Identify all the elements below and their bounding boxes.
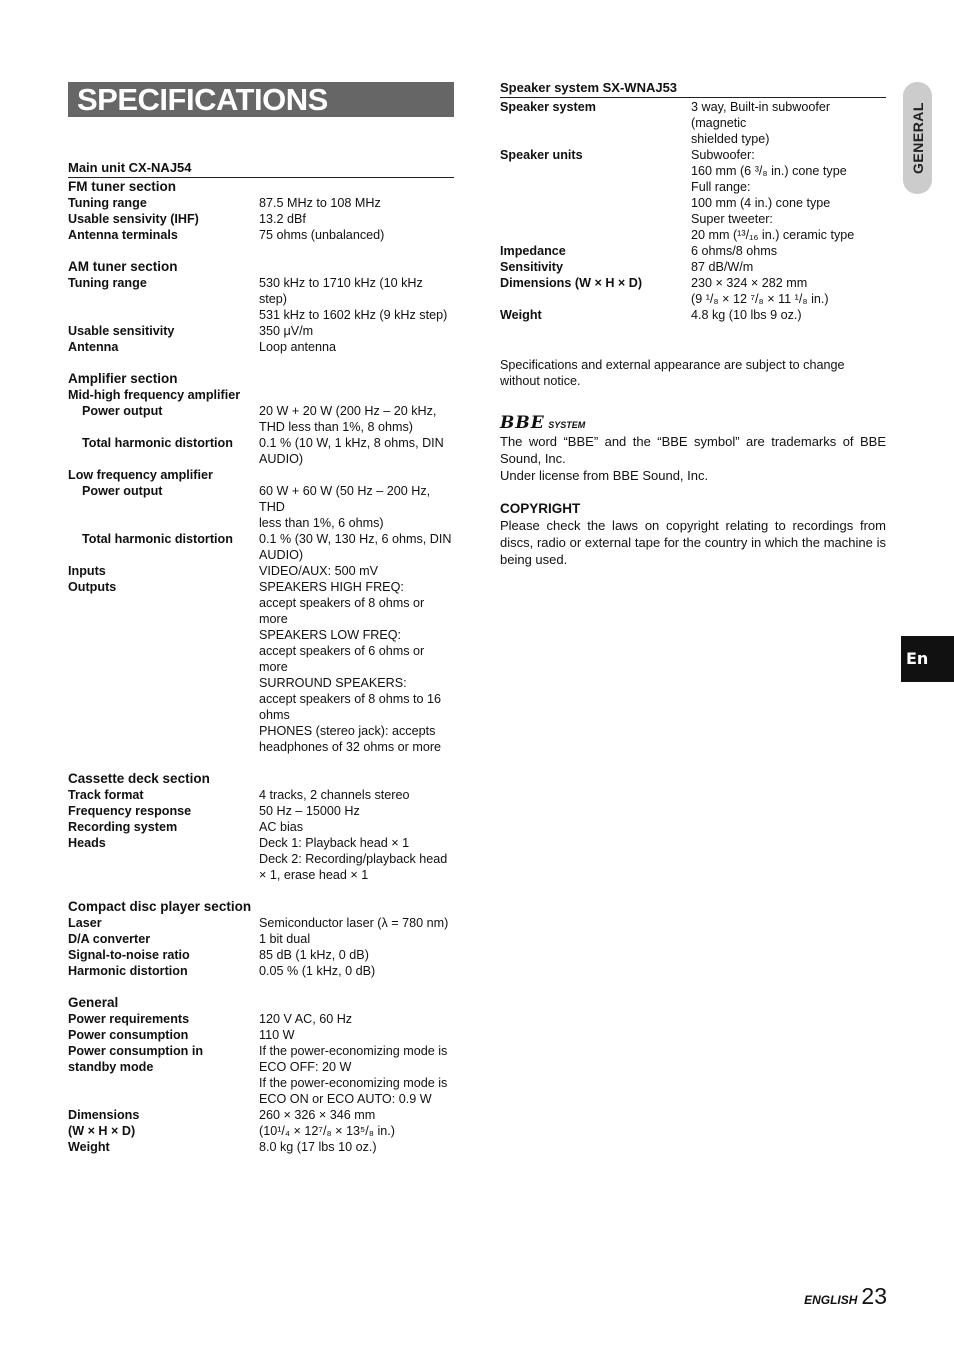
spec-label: Speaker units bbox=[500, 148, 583, 162]
spec-value: 87.5 MHz to 108 MHz bbox=[259, 196, 381, 210]
spec-label: Antenna bbox=[68, 340, 119, 354]
spec-label: Power consumption in standby mode bbox=[68, 1044, 204, 1074]
spec-row bbox=[68, 323, 454, 339]
bbe-logo-sub: SYSTEM bbox=[548, 420, 586, 430]
spec-row bbox=[68, 563, 454, 579]
spec-row bbox=[500, 275, 886, 307]
spec-row bbox=[68, 787, 454, 803]
spec-value: 8.0 kg (17 lbs 10 oz.) bbox=[259, 1140, 377, 1154]
spec-label: Tuning range bbox=[68, 276, 147, 290]
spec-row bbox=[68, 211, 454, 227]
bbe-license-text: Under license from BBE Sound, Inc. bbox=[500, 468, 709, 483]
spec-label: Laser bbox=[68, 916, 102, 930]
spec-label: Low frequency amplifier bbox=[68, 468, 213, 482]
spec-value: 0.05 % (1 kHz, 0 dB) bbox=[259, 964, 376, 978]
spec-value: 350 μV/m bbox=[259, 324, 314, 338]
spec-row bbox=[500, 307, 886, 323]
spec-label: Sensitivity bbox=[500, 260, 563, 274]
spec-value: Semiconductor laser (λ = 780 nm) bbox=[259, 916, 449, 930]
spec-row bbox=[500, 243, 886, 259]
spec-value: Subwoofer: 160 mm (6 ³/₈ in.) cone type Full range: 100 mm (4 in.) cone type Super tweeter: 20 mm (¹³/₁₆ in.) ceramic type bbox=[691, 148, 855, 242]
speaker-spec-rows bbox=[500, 99, 886, 323]
section-tab-general bbox=[903, 82, 932, 194]
spec-value: 530 kHz to 1710 kHz (10 kHz step) 531 kHz to 1602 kHz (9 kHz step) bbox=[259, 276, 448, 322]
spec-row bbox=[68, 531, 454, 563]
spec-row bbox=[68, 483, 454, 531]
spec-value: 50 Hz – 15000 Hz bbox=[259, 804, 360, 818]
spec-value: 120 V AC, 60 Hz bbox=[259, 1012, 353, 1026]
spec-label: Power consumption bbox=[68, 1028, 189, 1042]
bbe-trademark-text: The word “BBE” and the “BBE symbol” are trademarks of BBE Sound, Inc. bbox=[500, 434, 886, 466]
spec-row bbox=[68, 803, 454, 819]
spec-value: 0.1 % (30 W, 130 Hz, 6 ohms, DIN AUDIO) bbox=[259, 532, 452, 562]
spec-row bbox=[68, 963, 454, 979]
spec-value: 0.1 % (10 W, 1 kHz, 8 ohms, DIN AUDIO) bbox=[259, 436, 444, 466]
spec-row bbox=[68, 1107, 454, 1139]
right-column bbox=[500, 80, 886, 568]
speaker-heading: Speaker system SX-WNAJ53 bbox=[500, 80, 886, 98]
spec-row bbox=[500, 259, 886, 275]
spec-value: 85 dB (1 kHz, 0 dB) bbox=[259, 948, 369, 962]
spec-label: Dimensions (W × H × D) bbox=[500, 276, 643, 290]
spec-value: Deck 1: Playback head × 1 Deck 2: Recording/playback head × 1, erase head × 1 bbox=[259, 836, 448, 882]
spec-label: Power output bbox=[82, 404, 163, 418]
spec-label: Weight bbox=[500, 308, 542, 322]
spec-section bbox=[68, 371, 454, 755]
spec-section bbox=[68, 179, 454, 243]
spec-row bbox=[500, 99, 886, 147]
spec-row bbox=[68, 467, 454, 483]
spec-row bbox=[68, 1043, 454, 1107]
spec-label: Usable sensitivity bbox=[68, 324, 175, 338]
spec-label: D/A converter bbox=[68, 932, 151, 946]
spec-label: Inputs bbox=[68, 564, 106, 578]
section-heading: General bbox=[68, 995, 119, 1010]
spec-label: Antenna terminals bbox=[68, 228, 178, 242]
spec-label: Usable sensivity (IHF) bbox=[68, 212, 199, 226]
bbe-block bbox=[500, 415, 886, 484]
footer-language: ENGLISH bbox=[804, 1293, 858, 1307]
spec-value: VIDEO/AUX: 500 mV bbox=[259, 564, 378, 578]
spec-section bbox=[68, 995, 454, 1155]
spec-row bbox=[68, 227, 454, 243]
spec-label: Signal-to-noise ratio bbox=[68, 948, 190, 962]
section-heading: AM tuner section bbox=[68, 259, 178, 274]
spec-row bbox=[68, 835, 454, 883]
spec-label: Weight bbox=[68, 1140, 110, 1154]
change-notice: Specifications and external appearance are subject to change without notice. bbox=[500, 358, 845, 388]
spec-row bbox=[68, 403, 454, 435]
spec-value: 20 W + 20 W (200 Hz – 20 kHz, THD less than 1%, 8 ohms) bbox=[259, 404, 437, 434]
spec-value: Loop antenna bbox=[259, 340, 337, 354]
section-heading: Cassette deck section bbox=[68, 771, 210, 786]
section-heading: Amplifier section bbox=[68, 371, 178, 386]
bbe-logo-mark: BBE bbox=[500, 413, 545, 433]
spec-value: 13.2 dBf bbox=[259, 212, 306, 226]
spec-label: Total harmonic distortion bbox=[82, 532, 233, 546]
section-heading: FM tuner section bbox=[68, 179, 177, 194]
spec-label: Power requirements bbox=[68, 1012, 190, 1026]
spec-row bbox=[68, 579, 454, 755]
spec-label: Power output bbox=[82, 484, 163, 498]
main-unit-heading: Main unit CX-NAJ54 bbox=[68, 160, 454, 178]
bbe-logo bbox=[500, 415, 886, 433]
spec-label: Heads bbox=[68, 836, 106, 850]
page-footer bbox=[804, 1283, 887, 1310]
spec-label: Mid-high frequency amplifier bbox=[68, 388, 241, 402]
spec-section bbox=[68, 899, 454, 979]
spec-row bbox=[68, 339, 454, 355]
spec-label: Tuning range bbox=[68, 196, 147, 210]
section-tab-label: GENERAL bbox=[909, 102, 926, 174]
copyright-heading: COPYRIGHT bbox=[500, 501, 581, 516]
spec-label: Harmonic distortion bbox=[68, 964, 188, 978]
spec-row bbox=[68, 819, 454, 835]
spec-section bbox=[68, 771, 454, 883]
spec-value: 60 W + 60 W (50 Hz – 200 Hz, THD less than 1%, 6 ohms) bbox=[259, 484, 431, 530]
spec-row bbox=[68, 195, 454, 211]
spec-value: 110 W bbox=[259, 1028, 295, 1042]
page-number: 23 bbox=[861, 1283, 887, 1309]
spec-label: Total harmonic distortion bbox=[82, 436, 233, 450]
spec-value: 87 dB/W/m bbox=[691, 260, 754, 274]
spec-row bbox=[68, 387, 454, 403]
spec-value: 230 × 324 × 282 mm (9 ¹/₈ × 12 ⁷/₈ × 11 ¹/₈ in.) bbox=[691, 276, 829, 306]
spec-value: 4.8 kg (10 lbs 9 oz.) bbox=[691, 308, 802, 322]
copyright-text: Please check the laws on copyright relating to recordings from discs, radio or external tape for the country in which the machine is being used. bbox=[500, 518, 886, 567]
spec-row bbox=[68, 275, 454, 323]
spec-value: 4 tracks, 2 channels stereo bbox=[259, 788, 410, 802]
spec-value: AC bias bbox=[259, 820, 304, 834]
main-unit-sections bbox=[68, 179, 454, 1155]
spec-row bbox=[68, 915, 454, 931]
spec-value: SPEAKERS HIGH FREQ: accept speakers of 8 ohms or more SPEAKERS LOW FREQ: accept speakers of 6 ohms or more SURROUND SPEAKERS: accept speakers of 8 ohms to 16 ohms PHONES (stereo jack): accepts headphones of 32 ohms or more bbox=[259, 580, 442, 754]
spec-label: Speaker system bbox=[500, 100, 596, 114]
spec-label: Frequency response bbox=[68, 804, 192, 818]
spec-row bbox=[68, 947, 454, 963]
spec-row bbox=[68, 1139, 454, 1155]
spec-row bbox=[68, 1027, 454, 1043]
spec-label: Track format bbox=[68, 788, 144, 802]
main-unit-specs bbox=[68, 160, 454, 1171]
spec-section bbox=[68, 259, 454, 355]
spec-label: Dimensions (W × H × D) bbox=[68, 1108, 140, 1138]
spec-value: 3 way, Built-in subwoofer (magnetic shielded type) bbox=[691, 100, 831, 146]
spec-value: 6 ohms/8 ohms bbox=[691, 244, 778, 258]
spec-row bbox=[68, 435, 454, 467]
spec-row bbox=[68, 931, 454, 947]
spec-row bbox=[500, 147, 886, 243]
page-title: SPECIFICATIONS bbox=[68, 82, 454, 117]
spec-label: Recording system bbox=[68, 820, 178, 834]
spec-value: 75 ohms (unbalanced) bbox=[259, 228, 385, 242]
spec-label: Outputs bbox=[68, 580, 117, 594]
spec-label: Impedance bbox=[500, 244, 566, 258]
spec-row bbox=[68, 1011, 454, 1027]
spec-value: 1 bit dual bbox=[259, 932, 311, 946]
language-tab: En bbox=[901, 636, 954, 682]
spec-value: If the power-economizing mode is ECO OFF: 20 W If the power-economizing mode is ECO ON or ECO AUTO: 0.9 W bbox=[259, 1044, 448, 1106]
spec-value: 260 × 326 × 346 mm (10¹/₄ × 12⁷/₈ × 13⁵/₈ in.) bbox=[259, 1108, 395, 1138]
section-heading: Compact disc player section bbox=[68, 899, 252, 914]
